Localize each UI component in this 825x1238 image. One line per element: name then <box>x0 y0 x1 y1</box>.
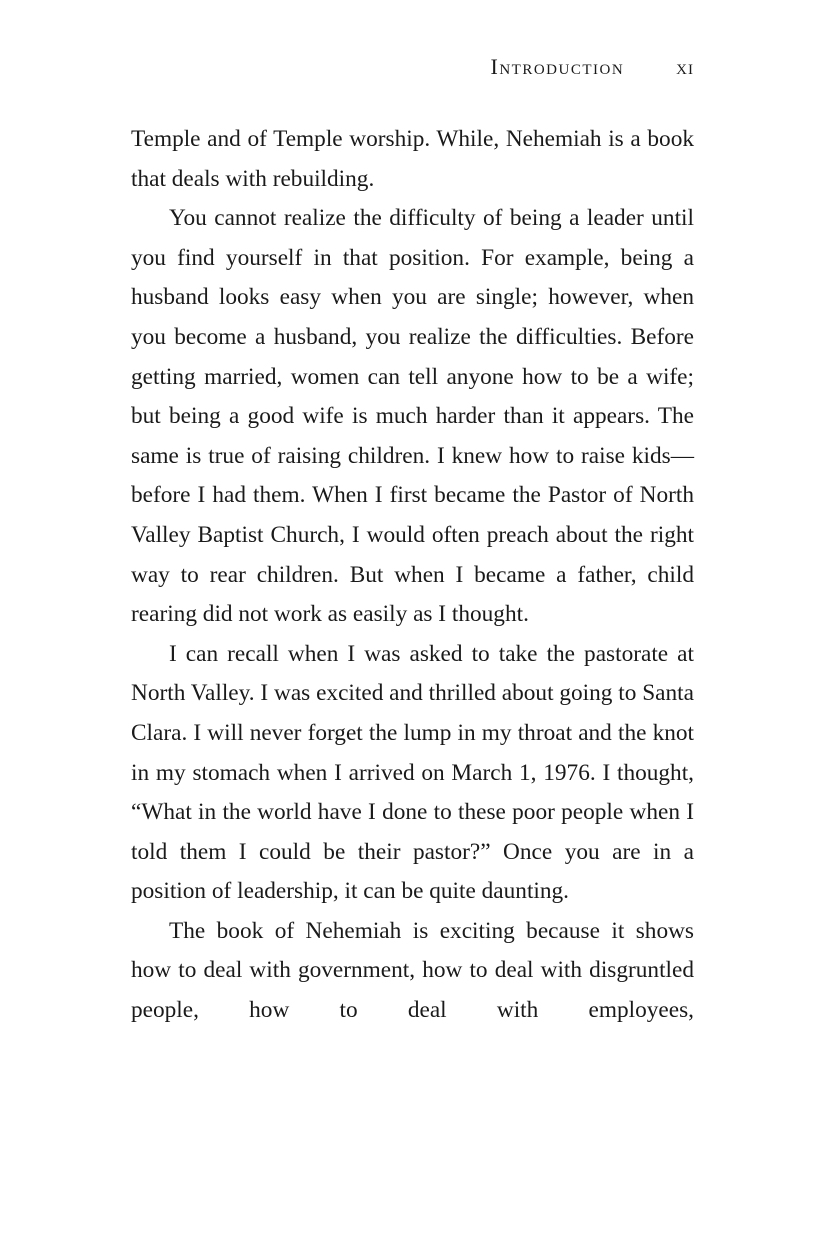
section-title: Introduction <box>490 54 625 79</box>
paragraph-continuation: Temple and of Temple worship. While, Nehemiah is a book that deals with rebuilding. <box>131 126 694 192</box>
paragraph-nehemiah: The book of Nehemiah is exciting because it shows how to deal with government, how to deal with disgruntled people, how to deal with employees, <box>131 917 694 1024</box>
body-text <box>131 120 694 1031</box>
paragraph-pastorate: I can recall when I was asked to take the pastorate at North Valley. I was excited and thrilled about going to Santa Clara. I will never forget the lump in my throat and the knot in my stomach when I arrived on March 1, 1976. I thought, “What in the world have I done to these poor people when I told them I could be their pastor?” Once you are in a position of leadership, it can be quite daunting. <box>131 640 694 905</box>
running-header <box>131 54 694 80</box>
paragraph-leadership: You cannot realize the difficulty of being a leader until you find yourself in that position. For example, being a husband looks easy when you are single; however, when you become a husband, you realize the difficulties. Before getting married, women can tell anyone how to be a wife; but being a good wife is much harder than it appears. The same is true of raising children. I knew how to raise kids—before I had them. When I first became the Pastor of North Valley Baptist Church, I would often preach about the right way to rear children. But when I became a father, child rearing did not work as easily as I thought. <box>131 205 694 628</box>
page-number: xi <box>676 54 694 79</box>
